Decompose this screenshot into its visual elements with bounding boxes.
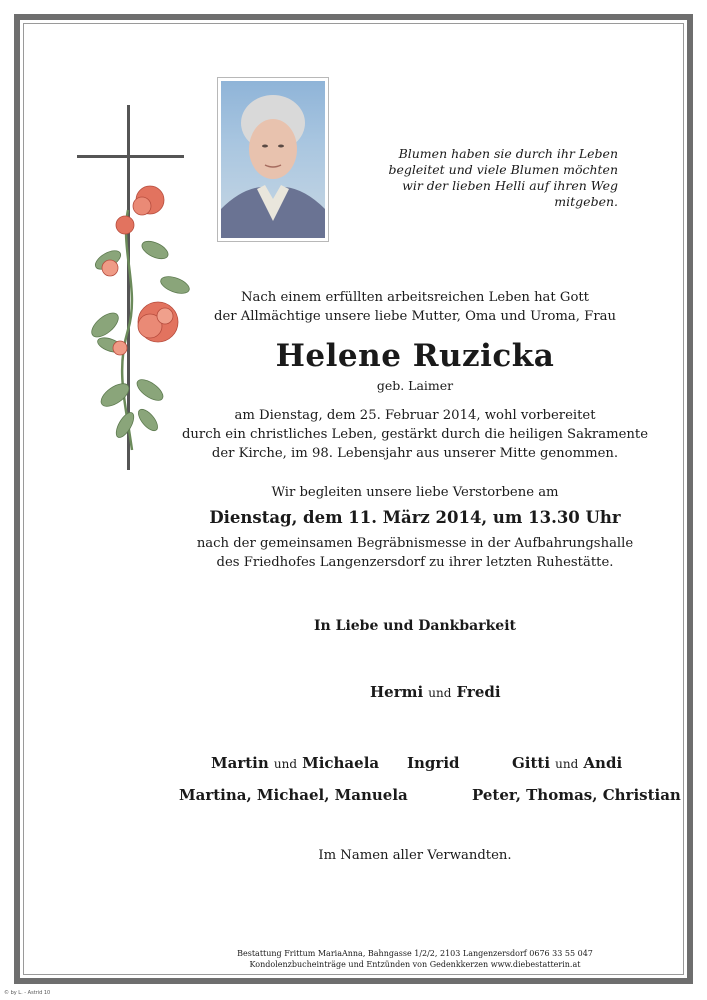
family-name: Fredi	[456, 683, 501, 701]
funeral-line: nach der gemeinsamen Begräbnismesse in der Aufbahrungshalle	[196, 536, 634, 551]
deceased-name: Helene Ruzicka	[275, 338, 555, 374]
family-grandchildren-right	[472, 785, 681, 804]
footer-line: Kondolenzbucheinträge und Entzünden von Gedenkkerzen www.diebestatterin.at	[249, 960, 581, 969]
family-name: Peter, Thomas, Christian	[472, 786, 681, 804]
death-line: am Dienstag, dem 25. Februar 2014, wohl vorbereitet	[234, 408, 596, 423]
footer	[180, 948, 650, 970]
accompany-text: Wir begleiten unsere liebe Verstorbene am	[271, 485, 559, 500]
family-name: Michaela	[302, 754, 380, 772]
poem-line: Blumen haben sie durch ihr Leben	[398, 146, 618, 161]
family-name: Martina, Michael, Manuela	[179, 786, 408, 804]
family-name: Hermi	[370, 683, 424, 701]
family-name: Andi	[583, 754, 623, 772]
intro-line: der Allmächtige unsere liebe Mutter, Oma und Uroma, Frau	[214, 309, 616, 324]
intro-line: Nach einem erfüllten arbeitsreichen Leben hat Gott	[240, 290, 589, 305]
poem-line: wir der lieben Helli auf ihren Weg mitgeben.	[402, 178, 618, 209]
footer-line: Bestattung Frittum MariaAnna, Bahngasse 1/2/2, 2103 Langenzersdorf 0676 33 55 047	[237, 949, 593, 958]
death-line: durch ein christliches Leben, gestärkt durch die heiligen Sakramente	[181, 427, 649, 442]
family-name: Ingrid	[407, 754, 460, 772]
family-martin-michaela	[211, 753, 379, 772]
family-hermi-fredi	[370, 682, 501, 701]
conjunction: und	[555, 757, 579, 771]
maiden-name: geb. Laimer	[376, 378, 454, 393]
funeral-line: des Friedhofes Langenzersdorf zu ihrer letzten Ruhestätte.	[216, 555, 614, 570]
funeral-date: Dienstag, dem 11. März 2014, um 13.30 Uhr	[209, 508, 621, 527]
copyright: © by L. - Astrid 10	[4, 990, 51, 996]
poem-line: begleitet und viele Blumen möchten	[388, 162, 618, 177]
intro-text	[180, 288, 650, 326]
family-ingrid	[407, 753, 460, 772]
family-name: Gitti	[512, 754, 551, 772]
portrait-figure-icon	[221, 81, 325, 238]
family-name: Martin	[211, 754, 269, 772]
death-notice	[180, 406, 650, 463]
death-line: der Kirche, im 98. Lebensjahr aus unserer Mitte genommen.	[211, 446, 619, 461]
family-gitti-andi	[512, 753, 622, 772]
family-grandchildren-left	[179, 785, 408, 804]
poem	[360, 146, 618, 210]
conjunction: und	[428, 686, 452, 700]
funeral-location	[180, 534, 650, 572]
conjunction: und	[273, 757, 297, 771]
love-gratitude: In Liebe und Dankbarkeit	[314, 618, 516, 634]
closing-text: Im Namen aller Verwandten.	[318, 848, 512, 863]
portrait-photo	[217, 77, 329, 242]
